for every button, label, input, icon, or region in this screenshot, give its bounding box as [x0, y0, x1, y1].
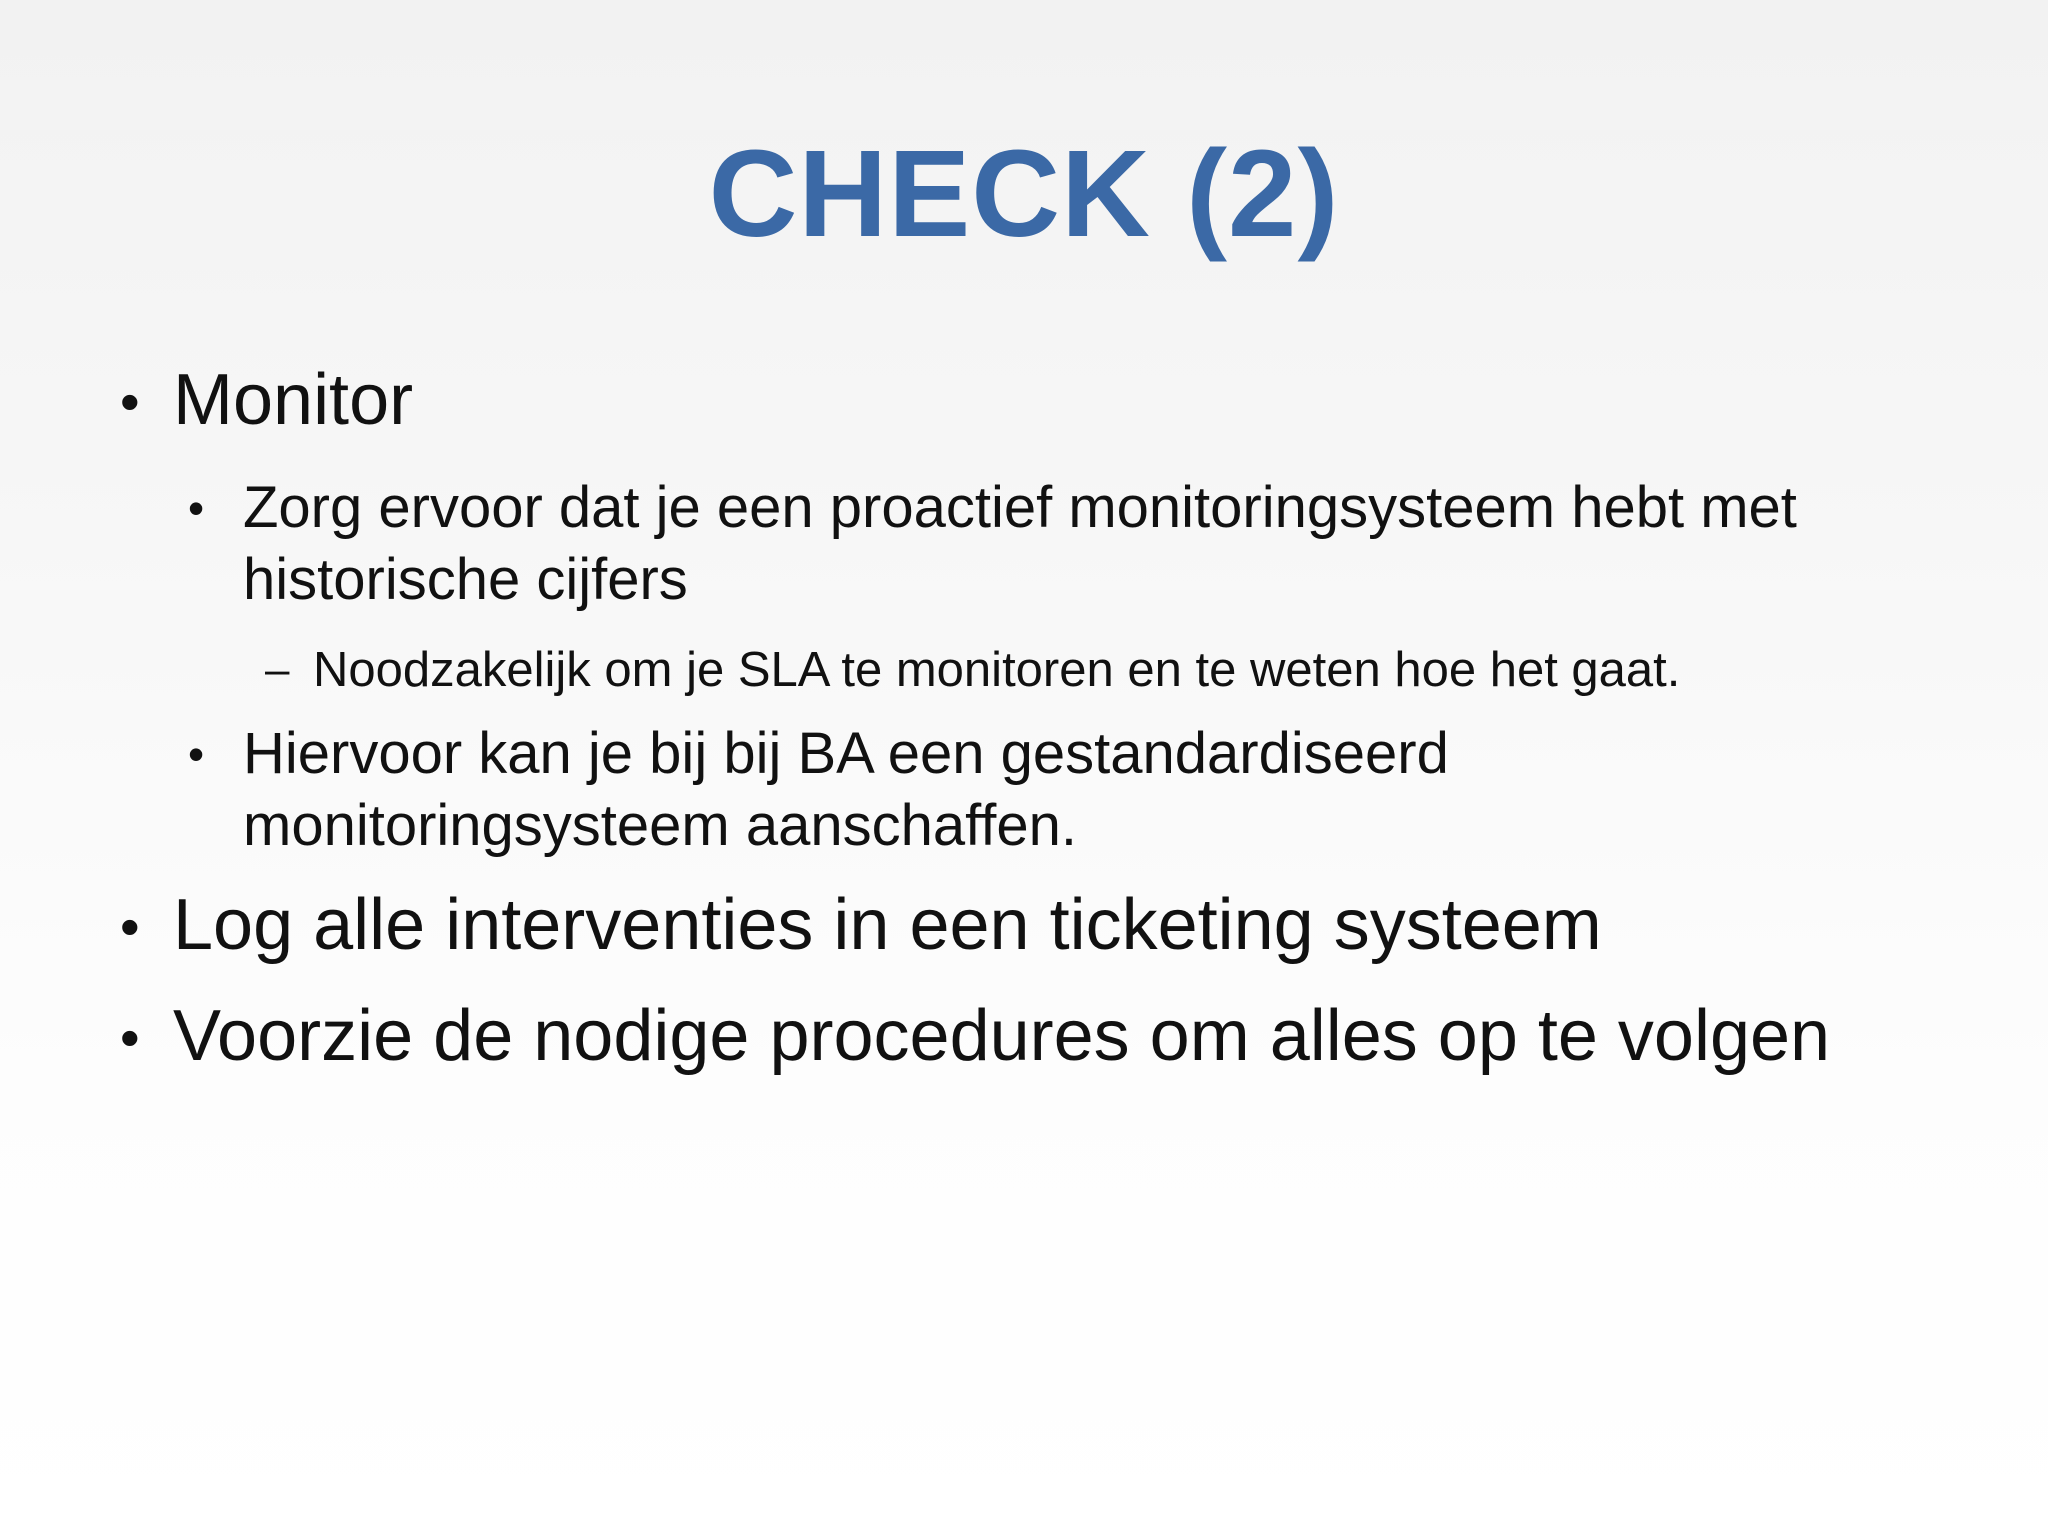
bullet-icon: •	[188, 728, 205, 780]
bullet-icon: •	[188, 482, 205, 534]
bullet-text: Voorzie de nodige procedures om alles op te volgen	[173, 996, 1831, 1076]
sub-bullet-text-line-1: Hiervoor kan je bij bij BA een gestandardiseerd	[243, 721, 1449, 786]
bullet-text: Monitor	[173, 360, 414, 440]
slide-title: CHECK (2)	[708, 126, 1340, 263]
bullet-icon: •	[120, 895, 140, 958]
bullet-icon: •	[120, 370, 140, 433]
bullet-icon: •	[120, 1006, 140, 1069]
sub-bullet-text-line-2: monitoringsysteem aanschaffen.	[243, 793, 1077, 858]
sub-bullet-text-line-1: Zorg ervoor dat je een proactief monitoringsysteem hebt met	[243, 475, 1797, 540]
bullet-text: Log alle interventies in een ticketing systeem	[173, 885, 1602, 965]
dash-icon: –	[265, 645, 290, 694]
dash-text: Noodzakelijk om je SLA te monitoren en te weten hoe het gaat.	[313, 643, 1681, 697]
sub-bullet-text-line-2: historische cijfers	[243, 547, 688, 612]
